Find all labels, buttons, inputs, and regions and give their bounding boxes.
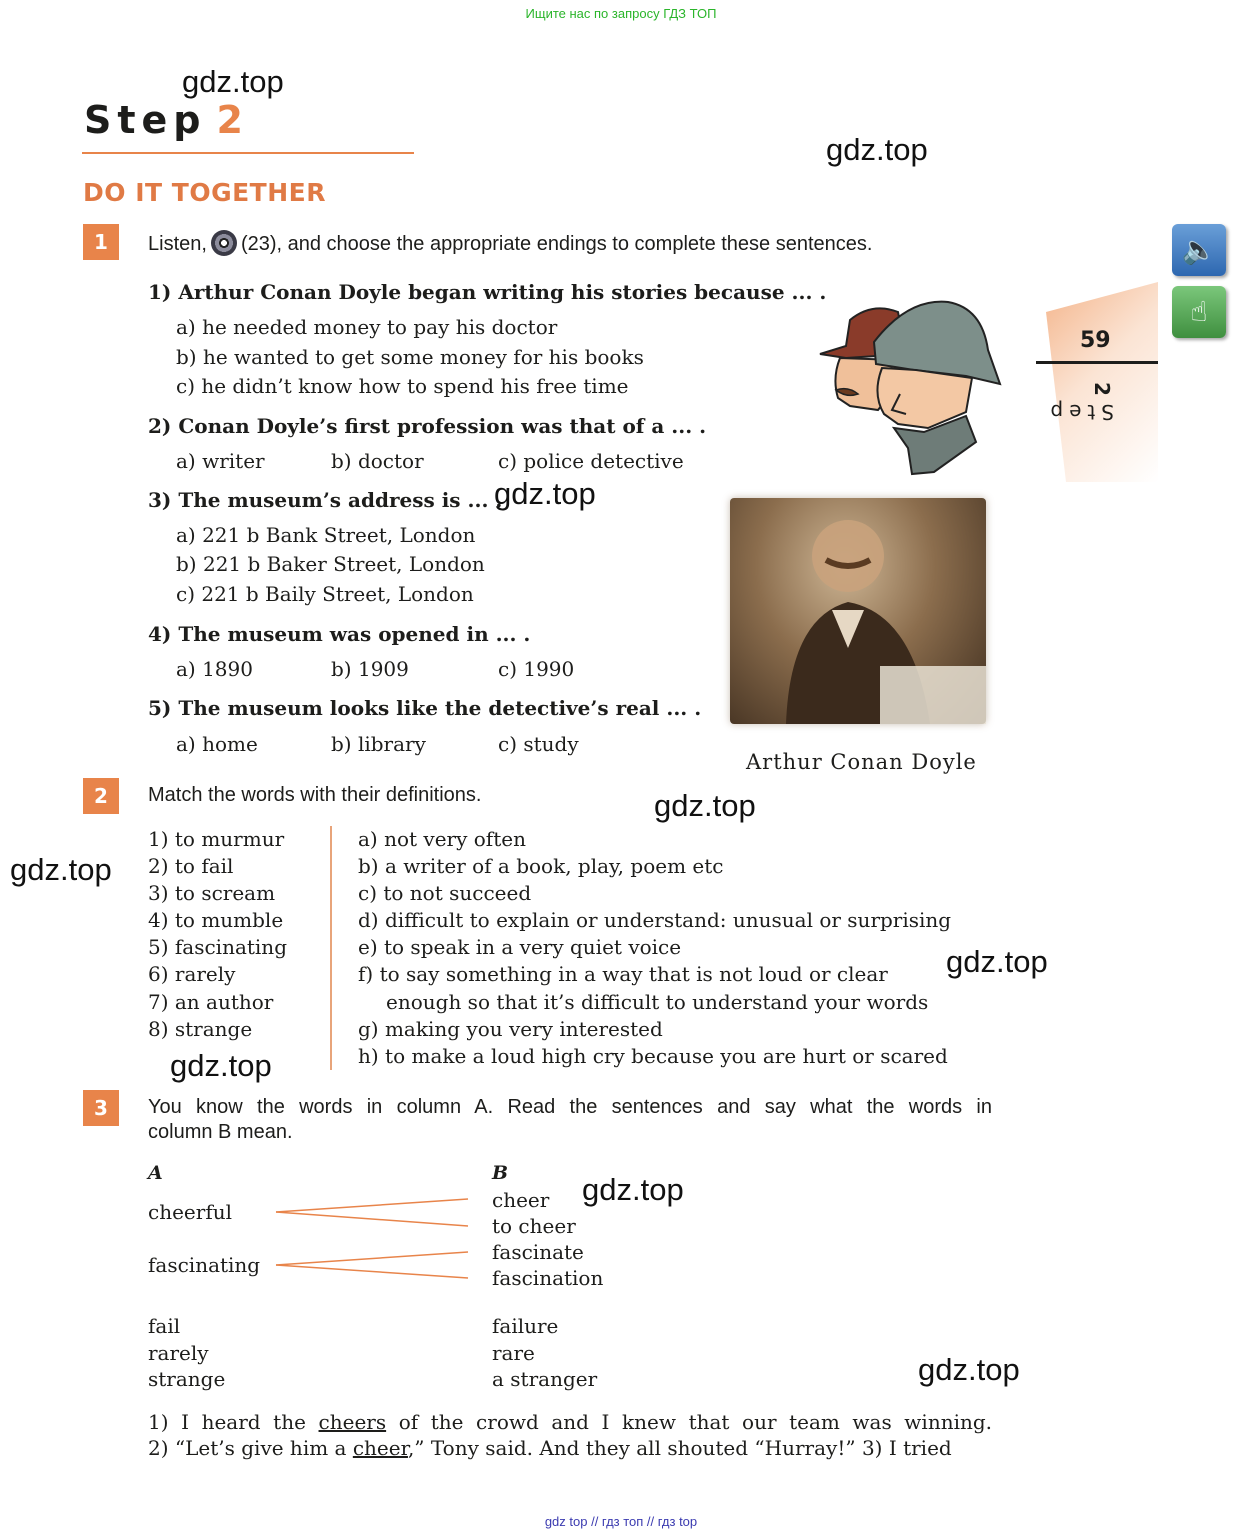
option: c) 221 b Baily Street, London <box>176 582 474 606</box>
option: b) doctor <box>331 449 424 473</box>
word-item: 8) strange <box>148 1017 253 1041</box>
watermark: gdz.top <box>918 1352 1020 1387</box>
detectives-illustration <box>816 298 1006 478</box>
title-underline <box>82 152 414 154</box>
task-instruction: column B mean. <box>148 1121 293 1143</box>
watermark: gdz.top <box>494 476 596 511</box>
portrait-figure <box>730 498 986 724</box>
definition-item: enough so that it’s difficult to understand your words <box>386 990 929 1014</box>
question: 2) Conan Doyle’s first profession was that of a ... . <box>148 414 707 438</box>
task-number: 2 <box>83 778 119 814</box>
watermark: gdz.top <box>654 788 756 823</box>
column-b-word: a stranger <box>492 1367 598 1391</box>
definition-item: a) not very often <box>358 827 526 851</box>
option: c) study <box>498 732 579 756</box>
option: b) 1909 <box>331 657 409 681</box>
task-instruction: You know the words in column A. Read the sentences and say what the words in <box>148 1096 992 1118</box>
cd-icon <box>211 230 237 256</box>
column-divider <box>330 826 332 1070</box>
footer-banner: gdz top // гдз топ // гдз top <box>544 1514 698 1529</box>
word-item: 3) to scream <box>148 881 276 905</box>
option: c) 1990 <box>498 657 575 681</box>
audio-button[interactable] <box>1172 224 1226 276</box>
definition-item: c) to not succeed <box>358 881 532 905</box>
column-b-word: to cheer <box>492 1214 576 1238</box>
example-sentence: 2) “Let’s give him a cheer,” Tony said. And they all shouted “Hurray!” 3) I tried <box>148 1436 952 1460</box>
question: 4) The museum was opened in ... . <box>148 622 531 646</box>
column-b-word: fascination <box>492 1266 604 1290</box>
watermark: gdz.top <box>10 852 112 887</box>
column-a-word: cheerful <box>148 1200 232 1224</box>
word-item: 7) an author <box>148 990 274 1014</box>
column-a-word: fail <box>148 1314 181 1338</box>
definition-item: h) to make a loud high cry because you are hurt or scared <box>358 1044 948 1068</box>
speaker-icon: 🔈 <box>1181 233 1217 266</box>
option: a) home <box>176 732 258 756</box>
option: c) police detective <box>498 449 684 473</box>
column-b-word: cheer <box>492 1188 550 1212</box>
column-b-word: failure <box>492 1314 559 1338</box>
word-item: 2) to fail <box>148 854 234 878</box>
option: c) he didn’t know how to spend his free time <box>176 374 629 398</box>
column-a-word: fascinating <box>148 1253 261 1277</box>
word-item: 5) fascinating <box>148 935 287 959</box>
touch-icon: ☝ <box>1190 295 1208 328</box>
column-b-word: rare <box>492 1341 535 1365</box>
word-item: 1) to murmur <box>148 827 285 851</box>
option: a) writer <box>176 449 265 473</box>
option: a) 221 b Bank Street, London <box>176 523 476 547</box>
example-sentence: 1) I heard the cheers of the crowd and I knew that our team was winning. <box>148 1410 993 1434</box>
connector-lines <box>270 1190 476 1290</box>
task-instruction: Match the words with their definitions. <box>148 784 482 806</box>
watermark: gdz.top <box>826 132 928 167</box>
section-heading: DO IT TOGETHER <box>83 178 326 207</box>
word-item: 4) to mumble <box>148 908 284 932</box>
page-number: 59 <box>1080 328 1111 353</box>
definition-item: d) difficult to explain or understand: unusual or surprising <box>358 908 952 932</box>
portrait-caption: Arthur Conan Doyle <box>746 750 977 774</box>
option: b) library <box>331 732 426 756</box>
option: b) 221 b Baker Street, London <box>176 552 485 576</box>
column-b-label: B <box>492 1162 509 1184</box>
question: 5) The museum looks like the detective’s real ... . <box>148 696 702 720</box>
task-instruction: Listen, (23), and choose the appropriate endings to complete these sentences. <box>148 230 872 256</box>
interactive-button[interactable] <box>1172 286 1226 338</box>
definition-item: b) a writer of a book, play, poem etc <box>358 854 724 878</box>
option: b) he wanted to get some money for his books <box>176 345 644 369</box>
underlined-word: cheer <box>352 1436 408 1460</box>
definition-item: g) making you very interested <box>358 1017 663 1041</box>
column-a-word: strange <box>148 1367 226 1391</box>
task-number: 1 <box>83 224 119 260</box>
word-item: 6) rarely <box>148 962 236 986</box>
question: 1) Arthur Conan Doyle began writing his stories because ... . <box>148 280 827 304</box>
column-b-word: fascinate <box>492 1240 584 1264</box>
task-number: 3 <box>83 1090 119 1126</box>
page-rule <box>1036 361 1158 364</box>
page-title: Step 2 <box>84 98 249 142</box>
question: 3) The museum’s address is ... . <box>148 488 503 512</box>
watermark: gdz.top <box>582 1172 684 1207</box>
watermark: gdz.top <box>946 944 1048 979</box>
definition-item: e) to speak in a very quiet voice <box>358 935 682 959</box>
search-banner: Ищите нас по запросу ГДЗ ТОП <box>525 6 717 21</box>
column-a-word: rarely <box>148 1341 209 1365</box>
column-a-label: A <box>148 1162 163 1184</box>
watermark: gdz.top <box>170 1048 272 1083</box>
side-step-label: Step 2 <box>1044 382 1114 424</box>
conan-doyle-portrait <box>730 498 986 724</box>
option: a) he needed money to pay his doctor <box>176 315 558 339</box>
underlined-word: cheers <box>318 1410 387 1434</box>
option: a) 1890 <box>176 657 253 681</box>
definition-item: f) to say something in a way that is not loud or clear <box>358 962 888 986</box>
watermark: gdz.top <box>182 64 284 99</box>
